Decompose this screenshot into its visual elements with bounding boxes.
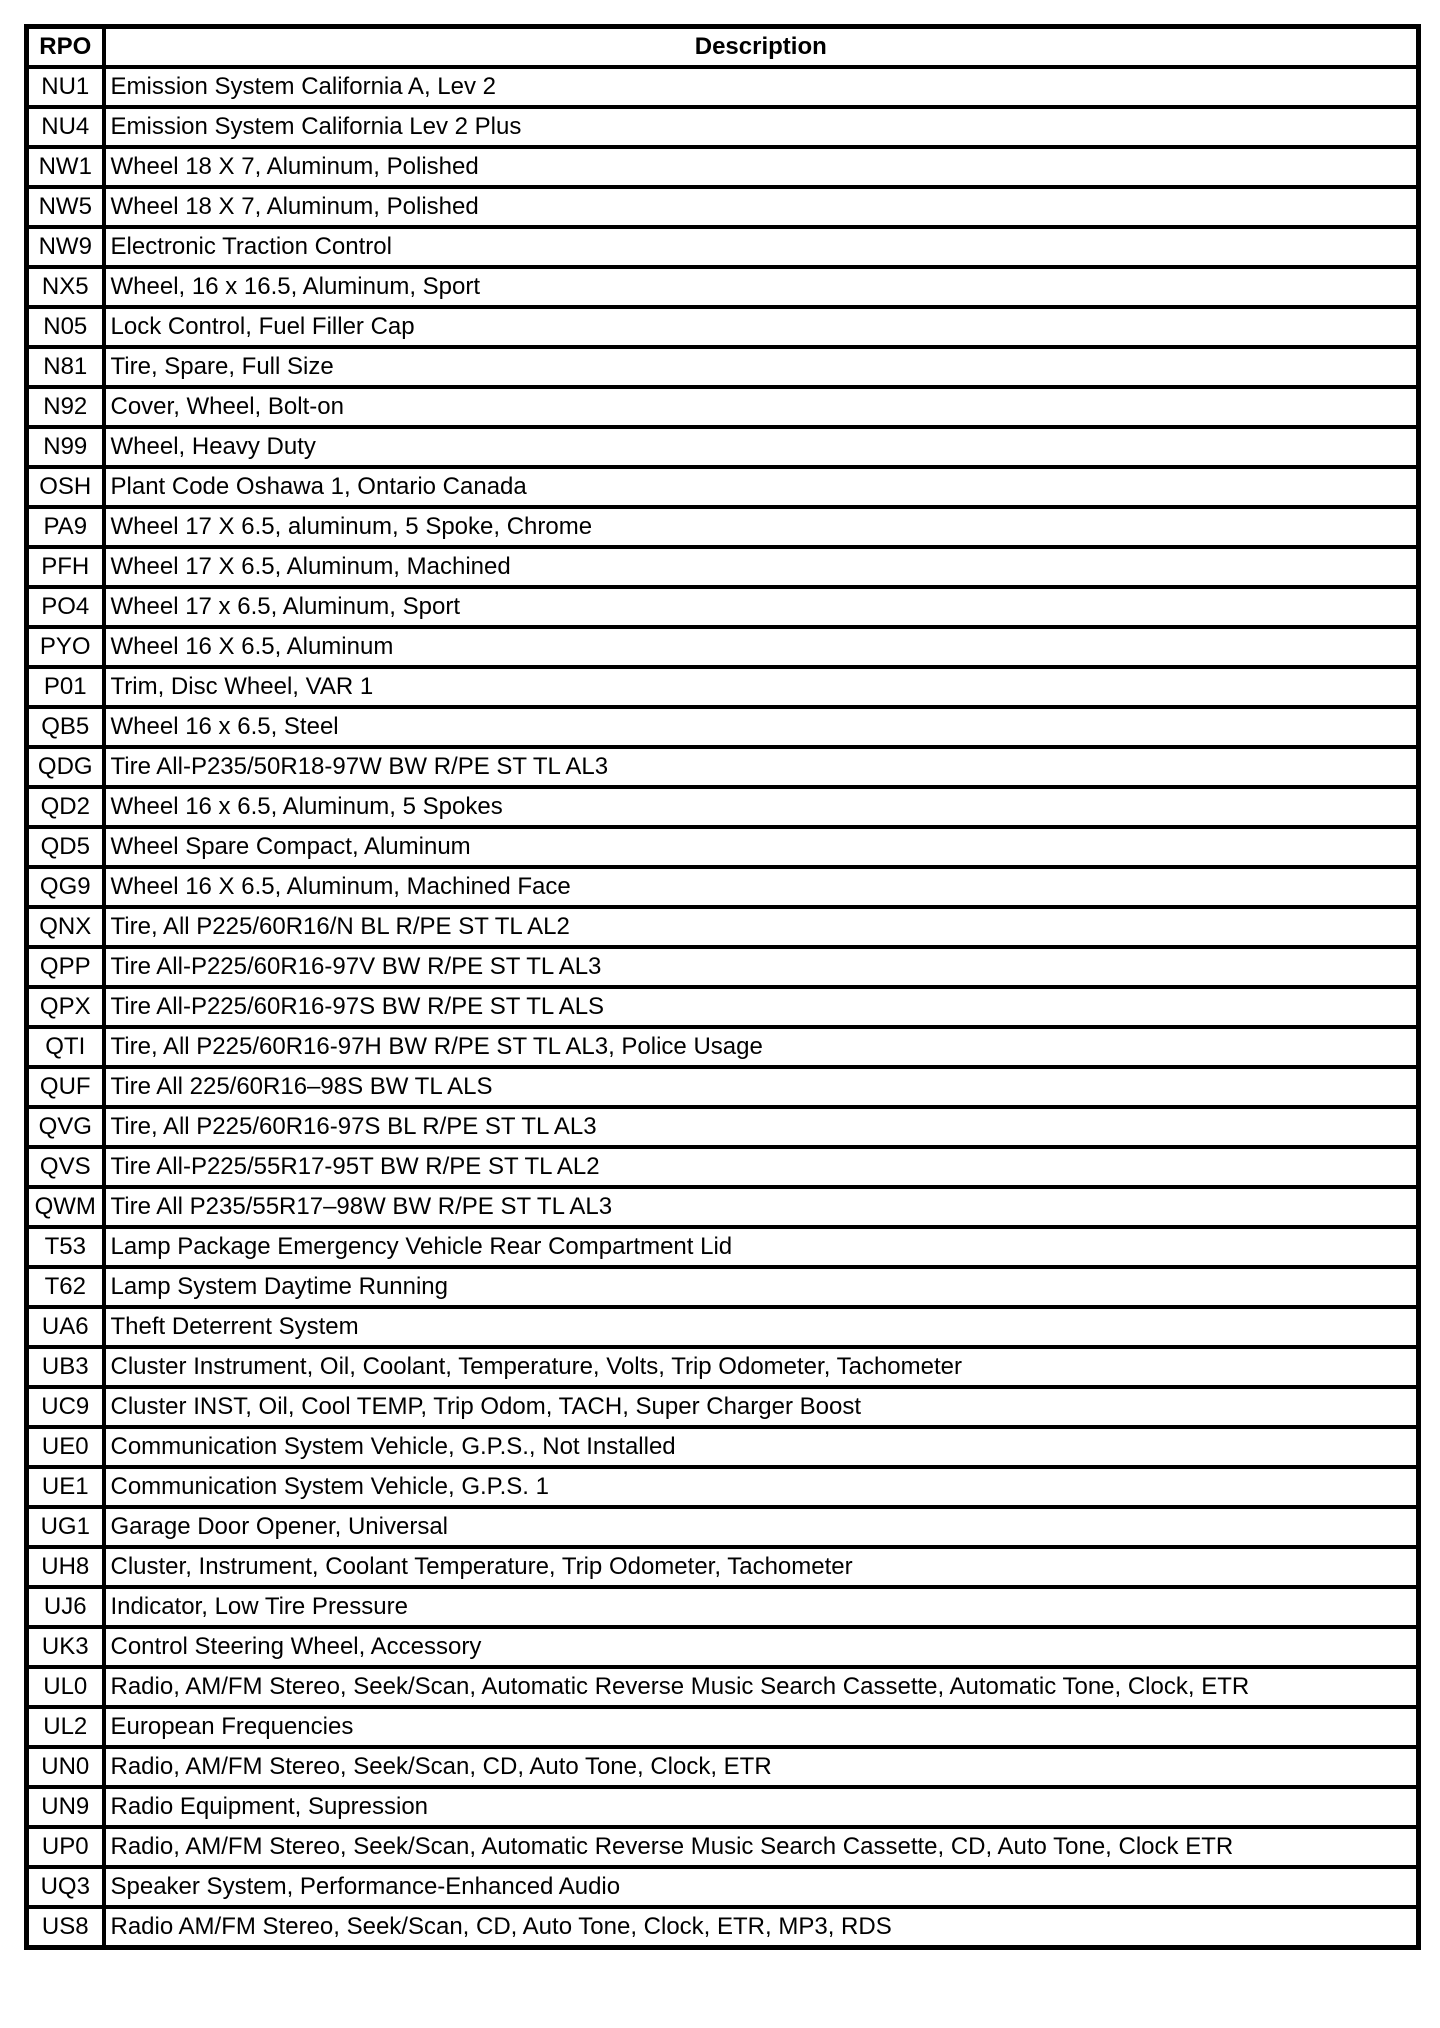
table-row [27, 1347, 1419, 1387]
description-cell: Wheel 18 X 7, Aluminum, Polished [104, 147, 1419, 187]
table-row [27, 1067, 1419, 1107]
description-cell: Lock Control, Fuel Filler Cap [104, 307, 1419, 347]
table-row [27, 1867, 1419, 1907]
table-row [27, 1627, 1419, 1667]
description-cell: Emission System California A, Lev 2 [104, 67, 1419, 107]
rpo-code-cell: N99 [27, 427, 104, 467]
rpo-code-cell: UK3 [27, 1627, 104, 1667]
rpo-code-cell: UL0 [27, 1667, 104, 1707]
rpo-code-cell: PYO [27, 627, 104, 667]
table-row [27, 1667, 1419, 1707]
table-row [27, 1307, 1419, 1347]
description-cell: Electronic Traction Control [104, 227, 1419, 267]
rpo-code-cell: US8 [27, 1907, 104, 1948]
table-row [27, 347, 1419, 387]
description-cell: Indicator, Low Tire Pressure [104, 1587, 1419, 1627]
rpo-code-cell: N81 [27, 347, 104, 387]
header-rpo: RPO [27, 27, 104, 68]
table-row [27, 1507, 1419, 1547]
rpo-code-cell: QNX [27, 907, 104, 947]
table-row [27, 1267, 1419, 1307]
table-row [27, 427, 1419, 467]
table-row [27, 267, 1419, 307]
table-row [27, 987, 1419, 1027]
table-row [27, 787, 1419, 827]
table-row [27, 467, 1419, 507]
description-cell: Wheel 17 X 6.5, Aluminum, Machined [104, 547, 1419, 587]
description-cell: Communication System Vehicle, G.P.S., Not Installed [104, 1427, 1419, 1467]
header-description: Description [104, 27, 1419, 68]
description-cell: Wheel 17 x 6.5, Aluminum, Sport [104, 587, 1419, 627]
table-row [27, 1787, 1419, 1827]
rpo-code-cell: UB3 [27, 1347, 104, 1387]
description-cell: Wheel 17 X 6.5, aluminum, 5 Spoke, Chrome [104, 507, 1419, 547]
description-cell: Communication System Vehicle, G.P.S. 1 [104, 1467, 1419, 1507]
rpo-code-cell: QVS [27, 1147, 104, 1187]
rpo-code-cell: QD2 [27, 787, 104, 827]
description-cell: European Frequencies [104, 1707, 1419, 1747]
description-cell: Radio Equipment, Supression [104, 1787, 1419, 1827]
table-row [27, 547, 1419, 587]
description-cell: Tire, All P225/60R16/N BL R/PE ST TL AL2 [104, 907, 1419, 947]
rpo-code-cell: PA9 [27, 507, 104, 547]
description-cell: Tire All P235/55R17–98W BW R/PE ST TL AL3 [104, 1187, 1419, 1227]
description-cell: Lamp System Daytime Running [104, 1267, 1419, 1307]
table-row [27, 707, 1419, 747]
table-row [27, 67, 1419, 107]
description-cell: Radio, AM/FM Stereo, Seek/Scan, CD, Auto Tone, Clock, ETR [104, 1747, 1419, 1787]
rpo-code-cell: UE1 [27, 1467, 104, 1507]
rpo-code-cell: UL2 [27, 1707, 104, 1747]
rpo-code-cell: PO4 [27, 587, 104, 627]
table-row [27, 187, 1419, 227]
rpo-code-cell: QG9 [27, 867, 104, 907]
rpo-code-cell: NU4 [27, 107, 104, 147]
rpo-code-cell: UP0 [27, 1827, 104, 1867]
table-row [27, 627, 1419, 667]
table-header [27, 27, 1419, 68]
table-row [27, 1707, 1419, 1747]
table-row [27, 747, 1419, 787]
description-cell: Emission System California Lev 2 Plus [104, 107, 1419, 147]
description-cell: Wheel 16 X 6.5, Aluminum, Machined Face [104, 867, 1419, 907]
description-cell: Tire, All P225/60R16-97H BW R/PE ST TL AL3, Police Usage [104, 1027, 1419, 1067]
table-row [27, 827, 1419, 867]
table-row [27, 587, 1419, 627]
description-cell: Garage Door Opener, Universal [104, 1507, 1419, 1547]
table-row [27, 1227, 1419, 1267]
table-row [27, 507, 1419, 547]
rpo-code-cell: NX5 [27, 267, 104, 307]
rpo-table [24, 24, 1421, 1950]
rpo-code-cell: NW9 [27, 227, 104, 267]
rpo-code-cell: UJ6 [27, 1587, 104, 1627]
table-row [27, 1827, 1419, 1867]
rpo-code-cell: P01 [27, 667, 104, 707]
header-row [27, 27, 1419, 68]
rpo-code-cell: N05 [27, 307, 104, 347]
table-row [27, 1187, 1419, 1227]
table-row [27, 107, 1419, 147]
rpo-code-cell: UA6 [27, 1307, 104, 1347]
description-cell: Wheel 18 X 7, Aluminum, Polished [104, 187, 1419, 227]
description-cell: Plant Code Oshawa 1, Ontario Canada [104, 467, 1419, 507]
table-row [27, 867, 1419, 907]
description-cell: Cluster, Instrument, Coolant Temperature, Trip Odometer, Tachometer [104, 1547, 1419, 1587]
description-cell: Tire All-P235/50R18-97W BW R/PE ST TL AL3 [104, 747, 1419, 787]
table-row [27, 147, 1419, 187]
description-cell: Radio, AM/FM Stereo, Seek/Scan, Automatic Reverse Music Search Cassette, CD, Auto Tone, Clock ETR [104, 1827, 1419, 1867]
rpo-code-cell: QD5 [27, 827, 104, 867]
table-row [27, 1147, 1419, 1187]
description-cell: Wheel 16 x 6.5, Steel [104, 707, 1419, 747]
description-cell: Trim, Disc Wheel, VAR 1 [104, 667, 1419, 707]
rpo-code-cell: QPP [27, 947, 104, 987]
rpo-code-cell: T53 [27, 1227, 104, 1267]
description-cell: Tire All-P225/60R16-97S BW R/PE ST TL ALS [104, 987, 1419, 1027]
rpo-code-cell: UE0 [27, 1427, 104, 1467]
description-cell: Tire, All P225/60R16-97S BL R/PE ST TL AL3 [104, 1107, 1419, 1147]
table-row [27, 387, 1419, 427]
rpo-code-cell: UN9 [27, 1787, 104, 1827]
rpo-code-cell: NW5 [27, 187, 104, 227]
rpo-code-cell: QVG [27, 1107, 104, 1147]
table-row [27, 1907, 1419, 1948]
rpo-code-cell: QTI [27, 1027, 104, 1067]
table-row [27, 1427, 1419, 1467]
rpo-code-cell: QWM [27, 1187, 104, 1227]
description-cell: Wheel, 16 x 16.5, Aluminum, Sport [104, 267, 1419, 307]
description-cell: Wheel 16 x 6.5, Aluminum, 5 Spokes [104, 787, 1419, 827]
description-cell: Wheel, Heavy Duty [104, 427, 1419, 467]
rpo-code-cell: QPX [27, 987, 104, 1027]
description-cell: Tire, Spare, Full Size [104, 347, 1419, 387]
description-cell: Tire All-P225/60R16-97V BW R/PE ST TL AL3 [104, 947, 1419, 987]
table-row [27, 1027, 1419, 1067]
description-cell: Cover, Wheel, Bolt-on [104, 387, 1419, 427]
rpo-code-cell: N92 [27, 387, 104, 427]
table-row [27, 947, 1419, 987]
table-row [27, 1587, 1419, 1627]
rpo-code-cell: UC9 [27, 1387, 104, 1427]
description-cell: Control Steering Wheel, Accessory [104, 1627, 1419, 1667]
rpo-code-cell: PFH [27, 547, 104, 587]
rpo-code-cell: QUF [27, 1067, 104, 1107]
table-row [27, 1387, 1419, 1427]
rpo-code-cell: UN0 [27, 1747, 104, 1787]
description-cell: Theft Deterrent System [104, 1307, 1419, 1347]
rpo-code-cell: UH8 [27, 1547, 104, 1587]
rpo-code-cell: UQ3 [27, 1867, 104, 1907]
description-cell: Radio, AM/FM Stereo, Seek/Scan, Automatic Reverse Music Search Cassette, Automatic Tone, Clock, ETR [104, 1667, 1419, 1707]
table-body [27, 67, 1419, 1948]
rpo-code-cell: NW1 [27, 147, 104, 187]
rpo-code-cell: OSH [27, 467, 104, 507]
description-cell: Speaker System, Performance-Enhanced Audio [104, 1867, 1419, 1907]
description-cell: Cluster INST, Oil, Cool TEMP, Trip Odom, TACH, Super Charger Boost [104, 1387, 1419, 1427]
table-row [27, 1547, 1419, 1587]
description-cell: Radio AM/FM Stereo, Seek/Scan, CD, Auto Tone, Clock, ETR, MP3, RDS [104, 1907, 1419, 1948]
description-cell: Tire All 225/60R16–98S BW TL ALS [104, 1067, 1419, 1107]
rpo-code-cell: QB5 [27, 707, 104, 747]
rpo-code-cell: NU1 [27, 67, 104, 107]
table-row [27, 1467, 1419, 1507]
table-row [27, 1107, 1419, 1147]
description-cell: Cluster Instrument, Oil, Coolant, Temperature, Volts, Trip Odometer, Tachometer [104, 1347, 1419, 1387]
rpo-code-cell: T62 [27, 1267, 104, 1307]
rpo-code-cell: QDG [27, 747, 104, 787]
table-row [27, 1747, 1419, 1787]
table-row [27, 667, 1419, 707]
rpo-code-cell: UG1 [27, 1507, 104, 1547]
description-cell: Lamp Package Emergency Vehicle Rear Compartment Lid [104, 1227, 1419, 1267]
table-row [27, 227, 1419, 267]
description-cell: Wheel 16 X 6.5, Aluminum [104, 627, 1419, 667]
table-row [27, 307, 1419, 347]
description-cell: Tire All-P225/55R17-95T BW R/PE ST TL AL2 [104, 1147, 1419, 1187]
table-row [27, 907, 1419, 947]
description-cell: Wheel Spare Compact, Aluminum [104, 827, 1419, 867]
